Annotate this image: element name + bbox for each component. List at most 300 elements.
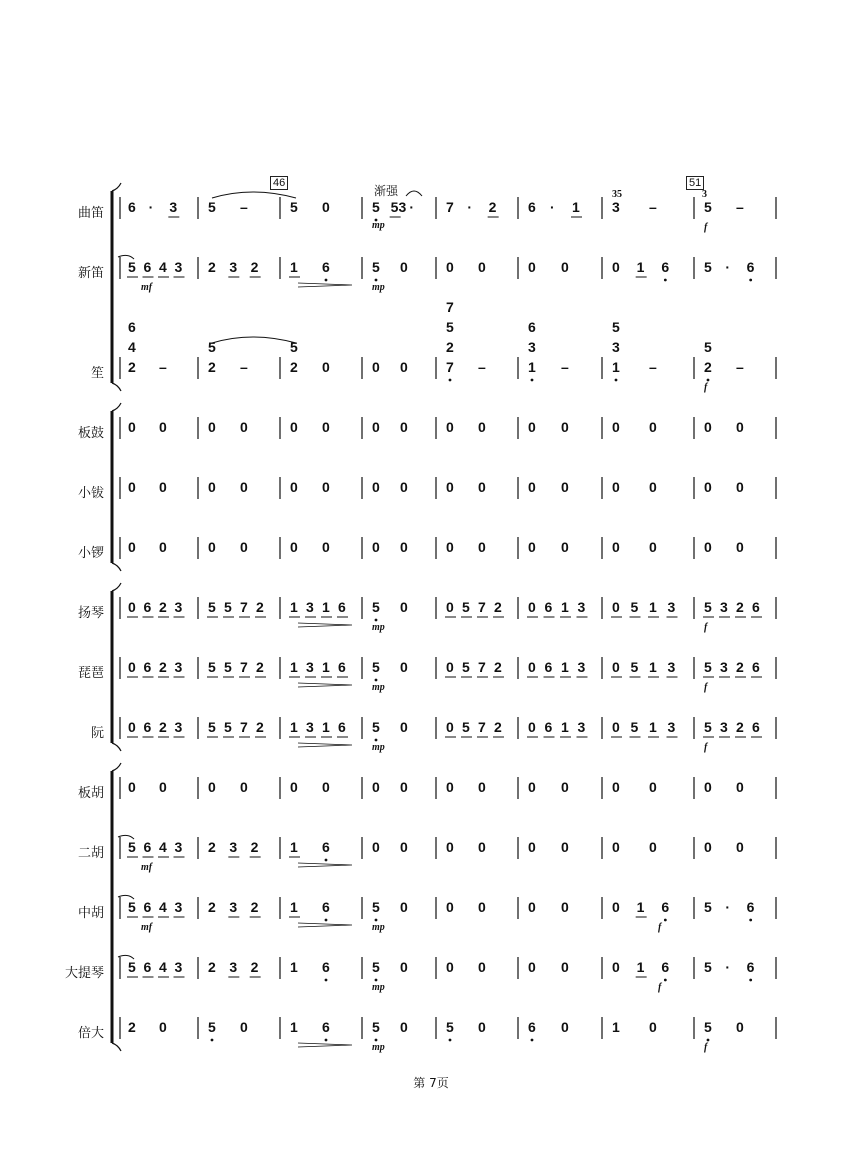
note: 0 xyxy=(612,259,620,275)
note: 3 xyxy=(229,839,238,855)
note: 3 xyxy=(169,199,178,215)
note: 5 xyxy=(208,199,216,215)
note: 0 xyxy=(400,259,408,275)
note: 5 xyxy=(224,719,232,735)
note: 7 xyxy=(446,199,454,215)
note: 0 xyxy=(528,959,536,975)
note: 0 xyxy=(322,419,330,435)
note: 5 xyxy=(630,659,639,675)
chord-note: 6 xyxy=(528,319,536,335)
note: 0 xyxy=(649,479,657,495)
note: 5 xyxy=(128,899,136,915)
note: 0 xyxy=(128,599,136,615)
note: 0 xyxy=(478,259,486,275)
dynamic-f: f xyxy=(658,982,662,993)
note: 0 xyxy=(128,719,136,735)
note: 0 xyxy=(612,659,620,675)
tie-arc xyxy=(212,192,296,198)
octave-dot-below xyxy=(664,279,667,282)
note: 5 xyxy=(704,899,712,915)
note: 0 xyxy=(400,479,408,495)
note: 5 xyxy=(446,1019,454,1035)
octave-dot-below xyxy=(211,1039,214,1042)
note: 3 xyxy=(174,899,183,915)
note: 1 xyxy=(290,959,298,975)
note: 0 xyxy=(478,959,486,975)
note: 0 xyxy=(400,779,408,795)
note: 1 xyxy=(612,359,620,375)
note: 0 xyxy=(208,419,216,435)
note: 0 xyxy=(612,599,620,615)
note: 0 xyxy=(128,659,136,675)
note: 0 xyxy=(528,839,536,855)
note: 2 xyxy=(159,659,167,675)
note: 0 xyxy=(704,839,712,855)
instrument-label: 新笛 xyxy=(77,266,104,281)
note: 0 xyxy=(322,199,330,215)
note: 1 xyxy=(322,719,330,735)
crescendo-hairpin xyxy=(298,623,352,627)
note: 2 xyxy=(704,359,712,375)
octave-dot-below xyxy=(664,979,667,982)
note: 0 xyxy=(528,779,536,795)
note: 3 xyxy=(229,259,238,275)
note: 3 xyxy=(577,659,586,675)
note: 3 xyxy=(174,659,183,675)
octave-dot-below xyxy=(325,859,328,862)
chord-note: 4 xyxy=(128,339,136,355)
octave-dot-below xyxy=(375,739,378,742)
note: 5 xyxy=(128,959,136,975)
note: 5 xyxy=(208,719,216,735)
note: 2 xyxy=(256,659,264,675)
note: 5 xyxy=(208,659,216,675)
note: 5 xyxy=(372,719,380,735)
note: 6 xyxy=(143,839,152,855)
note: 0 xyxy=(736,1019,744,1035)
note: 3 xyxy=(577,599,586,615)
note: 2 xyxy=(159,599,167,615)
note: 0 xyxy=(649,539,657,555)
note: 0 xyxy=(736,419,744,435)
augmentation-dot: · xyxy=(725,899,730,915)
note: 1 xyxy=(649,659,657,675)
note: 0 xyxy=(446,899,454,915)
note: 7 xyxy=(240,599,248,615)
dynamic-f: f xyxy=(704,222,708,233)
note: 0 xyxy=(400,599,408,615)
note: 4 xyxy=(159,959,167,975)
note: 5 xyxy=(128,839,136,855)
dash-extension: – xyxy=(240,199,248,215)
note: 0 xyxy=(446,839,454,855)
note: 0 xyxy=(561,1019,569,1035)
note: 1 xyxy=(290,599,298,615)
chord-note: 5 xyxy=(612,319,620,335)
note: 5 xyxy=(704,599,712,615)
note: 0 xyxy=(561,959,569,975)
note: 0 xyxy=(400,959,408,975)
note: 0 xyxy=(400,359,408,375)
note: 2 xyxy=(736,659,744,675)
chord-note: 2 xyxy=(446,339,454,355)
note: 7 xyxy=(478,599,486,615)
note: 6 xyxy=(746,259,755,275)
note: 0 xyxy=(704,539,712,555)
augmentation-dot: · xyxy=(409,199,414,215)
augmentation-dot: · xyxy=(725,959,730,975)
note: 0 xyxy=(159,419,167,435)
note: 0 xyxy=(322,479,330,495)
octave-dot-below xyxy=(749,919,752,922)
note: 0 xyxy=(612,779,620,795)
note: 4 xyxy=(159,839,167,855)
note: 0 xyxy=(400,899,408,915)
note: 1 xyxy=(290,839,298,855)
note: 0 xyxy=(290,779,298,795)
dynamic-f: f xyxy=(704,622,708,633)
note: 0 xyxy=(159,779,167,795)
bracket-hook-bottom xyxy=(112,563,121,571)
note: 0 xyxy=(446,959,454,975)
dynamic-mf: mf xyxy=(141,862,153,873)
note: 0 xyxy=(478,899,486,915)
octave-dot-below xyxy=(664,919,667,922)
note: 0 xyxy=(372,779,380,795)
note: 0 xyxy=(478,1019,486,1035)
note: 5 xyxy=(704,1019,712,1035)
chord-note: 6 xyxy=(128,319,136,335)
note: 0 xyxy=(400,659,408,675)
note: 0 xyxy=(159,1019,167,1035)
note: 1 xyxy=(290,719,298,735)
bracket-hook-top xyxy=(112,583,121,591)
note: 1 xyxy=(636,259,645,275)
dash-extension: – xyxy=(240,359,248,375)
note: 0 xyxy=(561,899,569,915)
note: 2 xyxy=(208,259,216,275)
note: 2 xyxy=(159,719,167,735)
note: 6 xyxy=(544,659,553,675)
note: 5 xyxy=(372,259,380,275)
octave-dot-below xyxy=(707,379,710,382)
note: 2 xyxy=(250,959,259,975)
note: 0 xyxy=(528,479,536,495)
dash-extension: – xyxy=(561,359,569,375)
dynamic-mp: mp xyxy=(372,682,385,693)
note: 5 xyxy=(290,199,298,215)
note: 6 xyxy=(746,899,755,915)
note: 0 xyxy=(612,479,620,495)
instrument-label: 小锣 xyxy=(77,546,104,561)
crescendo-hairpin xyxy=(298,863,352,867)
note: 1 xyxy=(561,719,569,735)
note: 0 xyxy=(372,539,380,555)
note: 6 xyxy=(322,259,330,275)
crescendo-hairpin xyxy=(298,1043,352,1047)
chord-note: 5 xyxy=(704,339,712,355)
octave-dot-below xyxy=(325,279,328,282)
grace-note: 35 xyxy=(612,189,622,200)
chord-note: 5 xyxy=(208,339,216,355)
chord-note: 7 xyxy=(446,299,454,315)
instrument-label: 大提琴 xyxy=(64,966,104,981)
octave-dot-below xyxy=(449,379,452,382)
note: 1 xyxy=(649,599,657,615)
note: 2 xyxy=(494,659,502,675)
dash-extension: – xyxy=(736,359,744,375)
octave-dot-below xyxy=(375,919,378,922)
dash-extension: – xyxy=(478,359,486,375)
note: 0 xyxy=(528,899,536,915)
note: 5 xyxy=(224,599,232,615)
note: 5 xyxy=(630,599,639,615)
note: 1 xyxy=(290,659,298,675)
note: 0 xyxy=(649,419,657,435)
note: 3 xyxy=(612,199,620,215)
note: 1 xyxy=(561,599,569,615)
note: 0 xyxy=(208,779,216,795)
note: 0 xyxy=(478,479,486,495)
dynamic-mf: mf xyxy=(141,282,153,293)
dynamic-mp: mp xyxy=(372,282,385,293)
note: 6 xyxy=(746,959,755,975)
note: 2 xyxy=(736,599,744,615)
note: 5 xyxy=(208,599,216,615)
note: 2 xyxy=(208,839,216,855)
note: 0 xyxy=(704,419,712,435)
note: 6 xyxy=(752,719,760,735)
note: 0 xyxy=(400,539,408,555)
chord-note: 5 xyxy=(290,339,298,355)
note: 6 xyxy=(544,719,553,735)
note: 1 xyxy=(290,259,298,275)
note: 5 xyxy=(224,659,232,675)
note: 0 xyxy=(649,839,657,855)
chord-note: 3 xyxy=(528,339,536,355)
augmentation-dot: · xyxy=(467,199,472,215)
instrument-label: 小钹 xyxy=(77,486,104,501)
octave-dot-below xyxy=(615,379,618,382)
note: 6 xyxy=(143,719,152,735)
note: 2 xyxy=(256,719,264,735)
note: 6 xyxy=(338,599,346,615)
note: 0 xyxy=(446,599,454,615)
bracket-hook-bottom xyxy=(112,743,121,751)
note: 2 xyxy=(256,599,264,615)
note: 6 xyxy=(528,1019,536,1035)
bracket-hook-bottom xyxy=(112,383,121,391)
crescendo-hairpin xyxy=(298,923,352,927)
dash-extension: – xyxy=(649,359,657,375)
note: 3 xyxy=(667,659,676,675)
note: 0 xyxy=(478,839,486,855)
note: 0 xyxy=(372,359,380,375)
octave-dot-below xyxy=(749,979,752,982)
note: 0 xyxy=(372,839,380,855)
note: 0 xyxy=(159,479,167,495)
note: 5 xyxy=(704,659,712,675)
note: 6 xyxy=(661,899,670,915)
rehearsal-mark-46: 46 xyxy=(270,176,288,190)
note: 3 xyxy=(174,259,183,275)
octave-dot-below xyxy=(749,279,752,282)
dynamic-f: f xyxy=(704,742,708,753)
note: 6 xyxy=(143,259,152,275)
note: 0 xyxy=(446,659,454,675)
note: 6 xyxy=(661,259,670,275)
slur-arc xyxy=(406,191,422,196)
note: 0 xyxy=(128,779,136,795)
note: 1 xyxy=(322,659,330,675)
note: 6 xyxy=(544,599,553,615)
note: 0 xyxy=(561,419,569,435)
note: 2 xyxy=(250,899,259,915)
note: 3 xyxy=(229,959,238,975)
note: 0 xyxy=(704,479,712,495)
note: 0 xyxy=(528,599,536,615)
note: 0 xyxy=(128,419,136,435)
note: 0 xyxy=(528,719,536,735)
octave-dot-below xyxy=(325,1039,328,1042)
note: 0 xyxy=(322,359,330,375)
note: 1 xyxy=(561,659,569,675)
note: 2 xyxy=(128,359,136,375)
note: 1 xyxy=(290,899,298,915)
crescendo-hairpin xyxy=(298,683,352,687)
bracket-hook-top xyxy=(112,183,121,191)
note: 7 xyxy=(240,719,248,735)
note: 5 xyxy=(462,599,470,615)
octave-dot-below xyxy=(375,279,378,282)
dash-extension: – xyxy=(736,199,744,215)
note: 2 xyxy=(250,259,259,275)
note: 0 xyxy=(290,479,298,495)
note: 0 xyxy=(561,479,569,495)
octave-dot-below xyxy=(375,1039,378,1042)
note: 0 xyxy=(128,479,136,495)
note: 1 xyxy=(636,899,645,915)
note: 3 xyxy=(174,839,183,855)
note: 6 xyxy=(322,899,330,915)
octave-dot-below xyxy=(531,1039,534,1042)
note: 0 xyxy=(478,539,486,555)
note: 5 xyxy=(372,659,380,675)
note: 0 xyxy=(736,779,744,795)
dynamic-f: f xyxy=(658,922,662,933)
note: 2 xyxy=(736,719,744,735)
note: 5 xyxy=(462,659,470,675)
note: 6 xyxy=(322,959,330,975)
instrument-label: 扬琴 xyxy=(77,606,104,621)
note: 0 xyxy=(208,479,216,495)
note: 6 xyxy=(143,959,152,975)
note: 0 xyxy=(736,539,744,555)
bracket-hook-top xyxy=(112,403,121,411)
note: 2 xyxy=(208,899,216,915)
dynamic-f: f xyxy=(704,682,708,693)
octave-dot-below xyxy=(375,979,378,982)
grace-note: 3 xyxy=(702,189,707,200)
note: 3 xyxy=(174,599,183,615)
instrument-label: 板鼓 xyxy=(77,426,104,441)
note: 0 xyxy=(528,419,536,435)
octave-dot-below xyxy=(531,379,534,382)
note: 3 xyxy=(720,719,728,735)
note: 2 xyxy=(290,359,298,375)
instrument-label: 二胡 xyxy=(77,846,104,861)
octave-dot-below xyxy=(325,919,328,922)
dynamic-mp: mp xyxy=(372,922,385,933)
augmentation-dot: · xyxy=(725,259,730,275)
note: 0 xyxy=(446,479,454,495)
note: 6 xyxy=(143,599,152,615)
note: 0 xyxy=(446,539,454,555)
rehearsal-mark-51: 51 xyxy=(686,176,704,190)
note: 1 xyxy=(636,959,645,975)
octave-dot-below xyxy=(449,1039,452,1042)
dash-extension: – xyxy=(649,199,657,215)
note: 53 xyxy=(390,199,407,215)
note: 0 xyxy=(400,719,408,735)
instrument-label: 板胡 xyxy=(77,786,104,801)
note: 7 xyxy=(240,659,248,675)
note: 1 xyxy=(528,359,536,375)
crescendo-hairpin xyxy=(298,743,352,747)
note: 2 xyxy=(494,719,502,735)
instrument-label: 曲笛 xyxy=(77,206,104,221)
instrument-label: 中胡 xyxy=(77,906,104,921)
note: 0 xyxy=(240,419,248,435)
note: 2 xyxy=(250,839,259,855)
note: 3 xyxy=(577,719,586,735)
note: 0 xyxy=(612,959,620,975)
note: 6 xyxy=(338,659,346,675)
note: 5 xyxy=(704,959,712,975)
note: 0 xyxy=(561,259,569,275)
bracket-hook-top xyxy=(112,763,121,771)
note: 2 xyxy=(208,359,216,375)
note: 1 xyxy=(322,599,330,615)
note: 6 xyxy=(322,1019,330,1035)
note: 0 xyxy=(446,719,454,735)
note: 2 xyxy=(494,599,502,615)
chord-note: 3 xyxy=(612,339,620,355)
note: 0 xyxy=(290,419,298,435)
note: 0 xyxy=(240,539,248,555)
note: 2 xyxy=(488,199,497,215)
note: 6 xyxy=(661,959,670,975)
note: 7 xyxy=(478,719,486,735)
note: 0 xyxy=(208,539,216,555)
note: 0 xyxy=(322,779,330,795)
note: 0 xyxy=(322,539,330,555)
note: 0 xyxy=(400,839,408,855)
note: 0 xyxy=(446,259,454,275)
page-number: 第 7页 xyxy=(413,1076,449,1090)
note: 5 xyxy=(630,719,639,735)
note: 2 xyxy=(128,1019,136,1035)
note: 6 xyxy=(752,659,760,675)
note: 4 xyxy=(159,899,167,915)
dynamic-mp: mp xyxy=(372,982,385,993)
note: 0 xyxy=(528,659,536,675)
augmentation-dot: · xyxy=(148,199,154,215)
note: 0 xyxy=(561,839,569,855)
note: 3 xyxy=(306,599,314,615)
dynamic-mp: mp xyxy=(372,622,385,633)
note: 0 xyxy=(736,479,744,495)
